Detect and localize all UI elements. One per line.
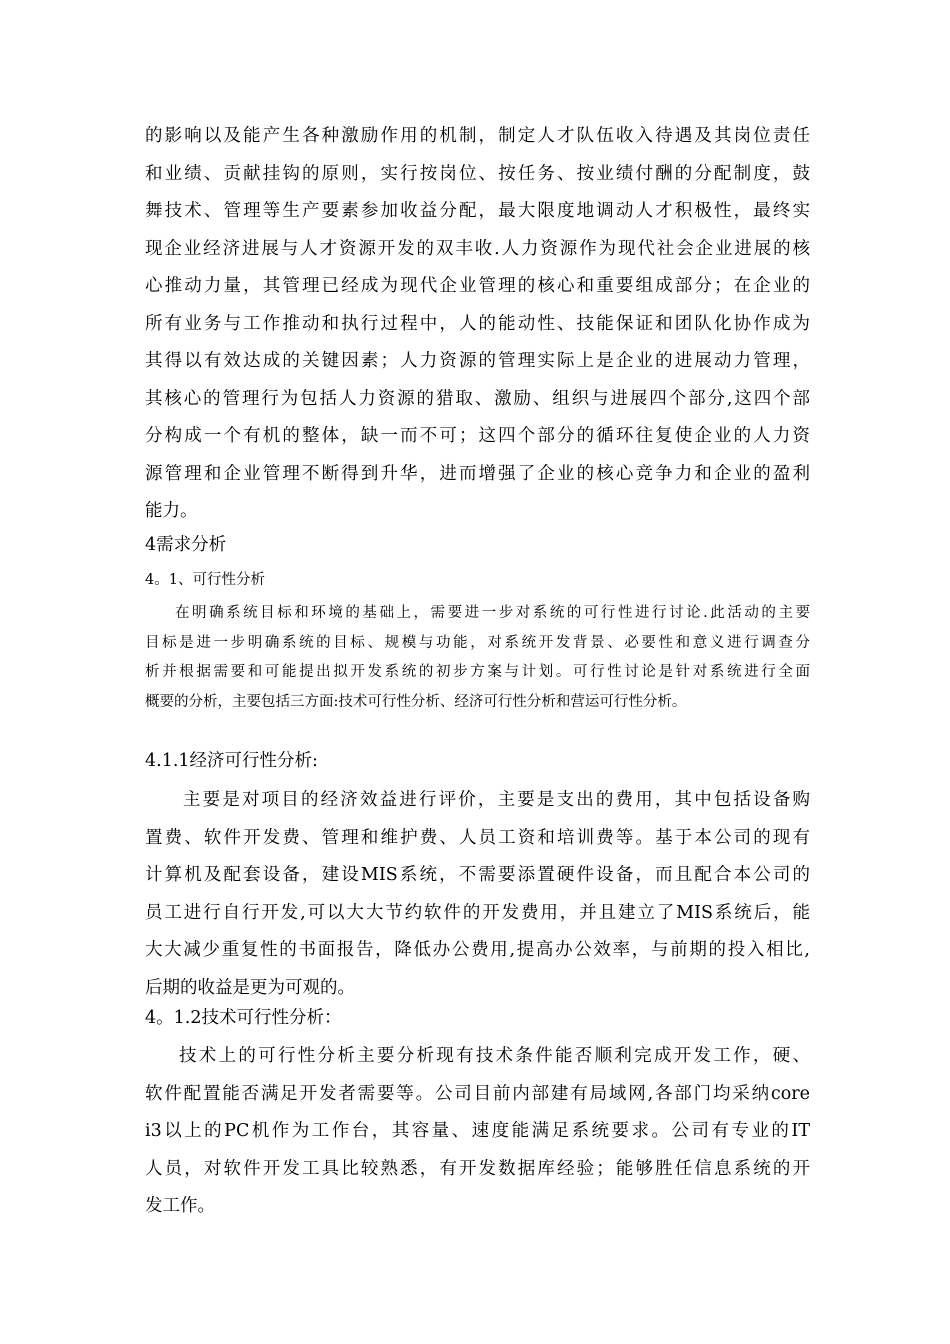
text-line: 所有业务与工作推动和执行过程中，人的能动性、技能保证和团队化协作成为 <box>145 313 810 334</box>
section-heading-4: 4需求分析 <box>145 535 227 555</box>
text-line: 心推动力量，其管理已经成为现代企业管理的核心和重要组成部分；在企业的 <box>145 276 810 296</box>
text-line: 能力。 <box>145 501 198 521</box>
text-line: 和业绩、贡献挂钩的原则，实行按岗位、按任务、按业绩付酬的分配制度，鼓 <box>145 163 810 184</box>
section-heading-4-1-2: 4。1.2技术可行性分析： <box>145 1008 342 1028</box>
text-line: 计算机及配套设备，建设MIS系统，不需要添置硬件设备，而且配合本公司的 <box>145 865 810 885</box>
text-line: 概要的分析，主要包括三方面:技术可行性分析、经济可行性分析和营运可行性分析。 <box>145 693 687 710</box>
text-line: 发工作。 <box>145 1196 215 1216</box>
paragraph-feasibility-intro <box>145 599 810 717</box>
text-line: 的影响以及能产生各种激励作用的机制，制定人才队伍收入待遇及其岗位责任 <box>145 126 810 146</box>
section-heading-4-1: 4。1、可行性分析 <box>145 572 265 588</box>
text-line: 在明确系统目标和环境的基础上，需要进一步对系统的可行性进行讨论.此活动的主要 <box>175 605 810 621</box>
paragraph-technical-feasibility <box>145 1038 810 1226</box>
text-line: 软件配置能否满足开发者需要等。公司目前内部建有局域网,各部门均采纳core <box>145 1083 810 1104</box>
text-line: 主要是对项目的经济效益进行评价，主要是支出的费用，其中包括设备购 <box>183 790 810 810</box>
text-line: 大大减少重复性的书面报告，降低办公费用,提高办公效率，与前期的投入相比, <box>145 940 810 960</box>
text-line: 析并根据需要和可能提出拟开发系统的初步方案与计划。可行性讨论是针对系统进行全面 <box>145 664 810 680</box>
text-line: i3以上的PC机作为工作台，其容量、速度能满足系统要求。公司有专业的IT <box>145 1121 810 1141</box>
text-line: 舞技术、管理等生产要素参加收益分配，最大限度地调动人才积极性，最终实 <box>145 201 810 221</box>
text-line: 其得以有效达成的关键因素；人力资源的管理实际上是企业的进展动力管理， <box>145 351 810 371</box>
text-line: 后期的收益是更为可观的。 <box>145 977 355 998</box>
text-line: 分构成一个有机的整体，缺一而不可；这四个部分的循环往复使企业的人力资 <box>145 426 810 446</box>
text-line: 源管理和企业管理不断得到升华，进而增强了企业的核心竞争力和企业的盈利 <box>145 463 810 484</box>
text-line: 现企业经济进展与人才资源开发的双丰收.人力资源作为现代社会企业进展的核 <box>145 238 810 259</box>
text-line: 人员，对软件开发工具比较熟悉，有开发数据库经验；能够胜任信息系统的开 <box>145 1158 810 1179</box>
text-line: 员工进行自行开发,可以大大节约软件的开发费用，并且建立了MIS系统后，能 <box>145 902 810 923</box>
paragraph-hr-motivation <box>145 118 810 531</box>
text-line: 其核心的管理行为包括人力资源的猎取、激励、组织与进展四个部分,这四个部 <box>145 388 810 409</box>
text-line: 目标是进一步明确系统的目标、规模与功能，对系统开发背景、必要性和意义进行调查分 <box>145 634 810 651</box>
section-heading-4-1-1: 4.1.1经济可行性分析: <box>145 751 318 771</box>
text-line: 置费、软件开发费、管理和维护费、人员工资和培训费等。基于本公司的现有 <box>145 827 810 848</box>
text-line: 技术上的可行性分析主要分析现有技术条件能否顺利完成开发工作，硬、 <box>179 1046 810 1066</box>
paragraph-economic-feasibility <box>145 782 810 1007</box>
